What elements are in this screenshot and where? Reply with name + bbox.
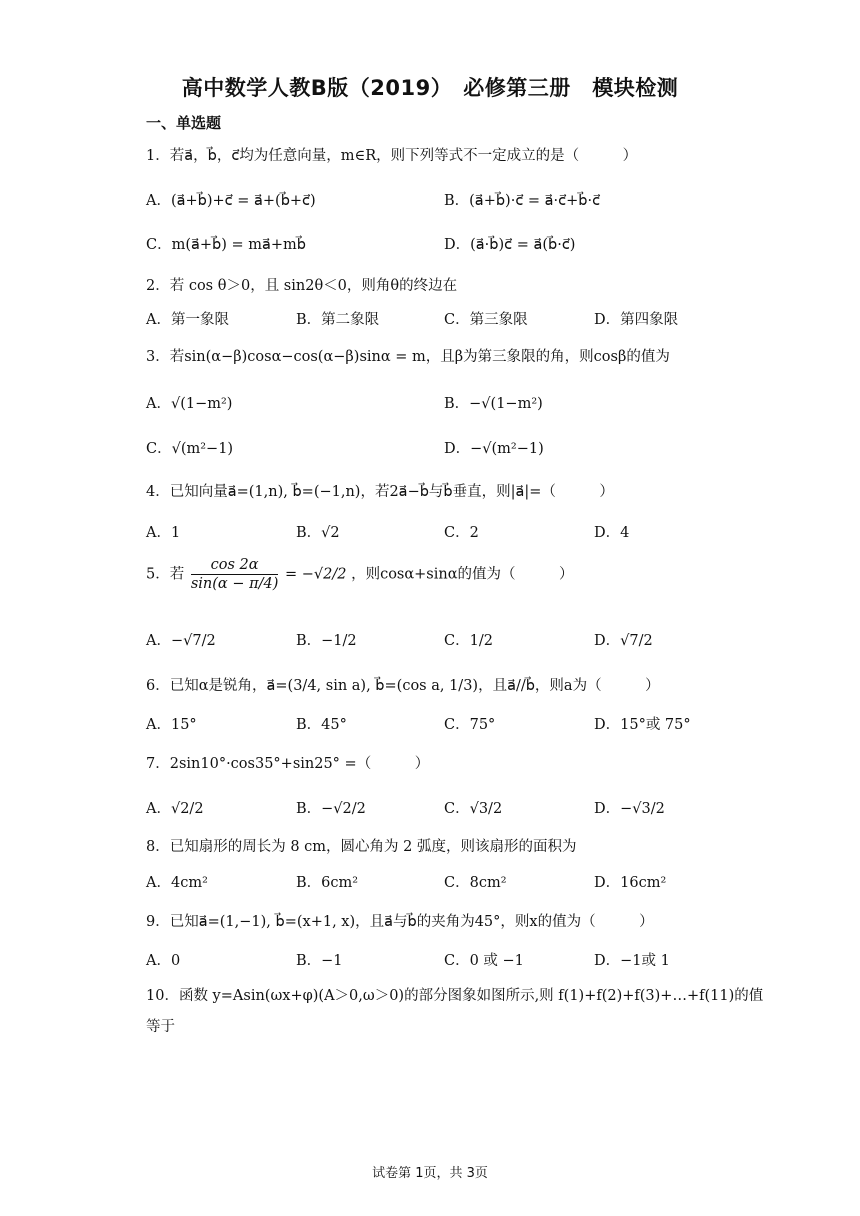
page-title: 高中数学人教B版（2019） 必修第三册 模块检测 xyxy=(181,76,679,100)
question-5-option-d: D．√7/2 xyxy=(594,633,653,649)
question-2-option-d: D．第四象限 xyxy=(594,312,679,328)
question-4-option-b: B．√2 xyxy=(296,525,340,541)
question-5-fraction xyxy=(191,556,279,593)
question-7-option-d: D．−√3/2 xyxy=(594,801,665,817)
question-1-stem: 1．若a⃗，b⃗，c⃗均为任意向量，m∈R，则下列等式不一定成立的是（ ） xyxy=(146,148,638,164)
question-3-option-c: C．√(m²−1) xyxy=(146,441,234,457)
question-8-option-c: C．8cm² xyxy=(444,875,507,891)
question-1-option-d: D．(a⃗·b⃗)c⃗ = a⃗(b⃗·c⃗) xyxy=(444,237,576,253)
question-4-stem: 4．已知向量a⃗=(1,n), b⃗=(−1,n)，若2a⃗−b⃗与b⃗垂直，则|a⃗|=（ ） xyxy=(146,484,614,500)
question-7-option-b: B．−√2/2 xyxy=(296,801,366,817)
question-2-option-a: A．第一象限 xyxy=(146,312,229,328)
question-3-stem: 3．若sin(α−β)cosα−cos(α−β)sinα = m，且β为第三象限的角，则cosβ的值为 xyxy=(146,349,670,365)
question-1-option-c: C．m(a⃗+b⃗) = ma⃗+mb⃗ xyxy=(146,237,307,253)
question-8-option-a: A．4cm² xyxy=(146,875,208,891)
question-2-stem: 2．若 cos θ＞0，且 sin2θ＜0，则角θ的终边在 xyxy=(146,278,458,294)
question-10-stem-continued: 等于 xyxy=(146,1019,175,1035)
question-1-option-a: A．(a⃗+b⃗)+c⃗ = a⃗+(b⃗+c⃗) xyxy=(146,193,316,209)
question-4-option-c: C．2 xyxy=(444,525,479,541)
question-5-option-a: A．−√7/2 xyxy=(146,633,216,649)
question-6-option-b: B．45° xyxy=(296,717,347,733)
question-9-option-c: C．0 或 −1 xyxy=(444,953,524,969)
question-4-option-d: D．4 xyxy=(594,525,630,541)
question-8-stem: 8．已知扇形的周长为 8 cm，圆心角为 2 弧度，则该扇形的面积为 xyxy=(146,839,577,855)
page-footer: 试卷第 1页，共 3页 xyxy=(372,1166,488,1181)
question-9-option-d: D．−1或 1 xyxy=(594,953,670,969)
question-7-option-c: C．√3/2 xyxy=(444,801,503,817)
question-6-option-d: D．15°或 75° xyxy=(594,717,691,733)
question-5-suffix: ，则cosα+sinα的值为（ ） xyxy=(351,566,574,583)
question-3-option-a: A．√(1−m²) xyxy=(146,396,233,412)
question-5-rhs: = −√2/2 xyxy=(284,566,347,583)
section-heading: 一、单选题 xyxy=(146,114,222,132)
question-6-stem: 6．已知α是锐角，a⃗=(3/4, sin a), b⃗=(cos a, 1/3)，且a⃗//b⃗，则a为（ ） xyxy=(146,678,660,694)
question-5-option-b: B．−1/2 xyxy=(296,633,357,649)
question-6-option-a: A．15° xyxy=(146,717,197,733)
question-5-prefix: 5．若 xyxy=(146,566,185,583)
question-1-option-b: B．(a⃗+b⃗)·c⃗ = a⃗·c⃗+b⃗·c⃗ xyxy=(444,193,601,209)
question-9-option-b: B．−1 xyxy=(296,953,343,969)
question-2-option-b: B．第二象限 xyxy=(296,312,380,328)
question-9-option-a: A．0 xyxy=(146,953,181,969)
question-7-stem: 7．2sin10°·cos35°+sin25° =（ ） xyxy=(146,756,430,772)
question-4-option-a: A．1 xyxy=(146,525,181,541)
question-10-stem: 10．函数 y=Asin(ωx+φ)(A＞0,ω＞0)的部分图象如图所示,则 f(1)+f(2)+f(3)+…+f(11)的值 xyxy=(146,988,764,1004)
question-5-denominator: sin(α − π/4) xyxy=(190,576,279,592)
question-3-option-d: D．−√(m²−1) xyxy=(444,441,544,457)
question-7-option-a: A．√2/2 xyxy=(146,801,204,817)
question-5-numerator: cos 2α xyxy=(191,556,279,575)
question-3-option-b: B．−√(1−m²) xyxy=(444,396,543,412)
question-5-option-c: C．1/2 xyxy=(444,633,493,649)
question-2-option-c: C．第三象限 xyxy=(444,312,528,328)
question-8-option-b: B．6cm² xyxy=(296,875,359,891)
question-6-option-c: C．75° xyxy=(444,717,496,733)
question-8-option-d: D．16cm² xyxy=(594,875,667,891)
question-5-stem xyxy=(146,556,574,593)
question-9-stem: 9．已知a⃗=(1,−1), b⃗=(x+1, x)，且a⃗与b⃗的夹角为45°，则x的值为（ ） xyxy=(146,914,654,930)
